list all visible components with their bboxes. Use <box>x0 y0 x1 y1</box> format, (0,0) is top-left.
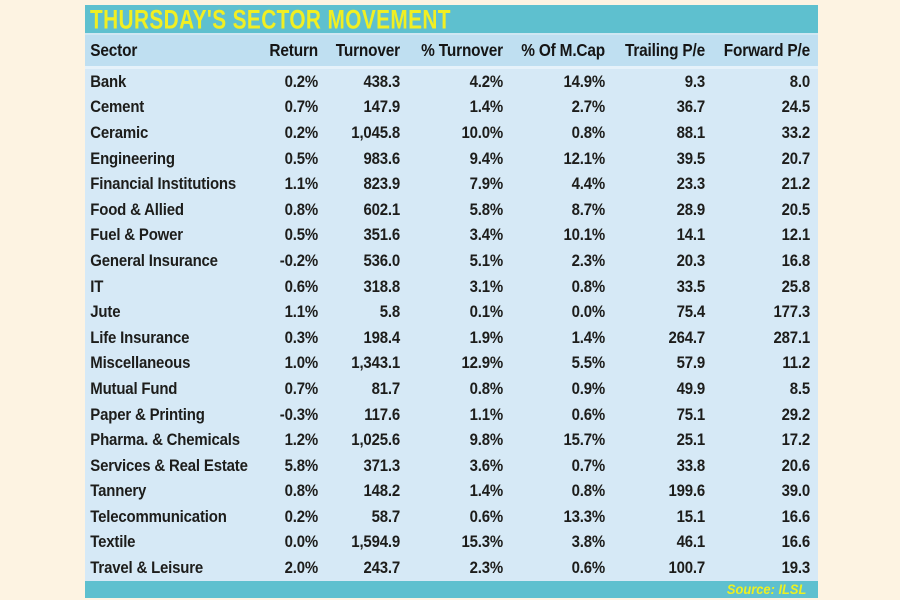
value-cell: 16.6 <box>781 532 810 552</box>
table-row <box>85 453 818 479</box>
sector-cell: Miscellaneous <box>90 353 191 373</box>
value-cell: 1.4% <box>571 327 605 347</box>
value-cell: 9.3 <box>684 71 705 91</box>
sector-cell: Mutual Fund <box>90 378 178 398</box>
value-cell: 10.1% <box>563 225 605 245</box>
value-cell: 75.1 <box>676 404 705 424</box>
sector-cell: Bank <box>90 71 127 91</box>
value-cell: 13.3% <box>563 506 605 526</box>
value-cell: 5.8 <box>379 302 400 322</box>
table-row <box>85 120 818 146</box>
table-row <box>85 427 818 453</box>
value-cell: 0.8% <box>571 276 605 296</box>
column-header-return: Return <box>269 40 318 60</box>
sector-cell: Financial Institutions <box>90 174 237 194</box>
value-cell: 15.3% <box>461 532 503 552</box>
value-cell: 3.6% <box>469 455 503 475</box>
sector-cell: Engineering <box>90 148 175 168</box>
value-cell: 243.7 <box>363 558 400 578</box>
value-cell: 39.5 <box>676 148 705 168</box>
value-cell: 1.1% <box>284 174 318 194</box>
value-cell: 8.5 <box>789 378 810 398</box>
value-cell: 0.6% <box>469 506 503 526</box>
table-row <box>85 299 818 325</box>
table-row <box>85 223 818 249</box>
sector-cell: Cement <box>90 97 145 117</box>
table-row <box>85 248 818 274</box>
value-cell: 0.6% <box>571 558 605 578</box>
table-row <box>85 555 818 581</box>
value-cell: 1,594.9 <box>351 532 400 552</box>
column-header-pct-turnover: % Turnover <box>421 40 503 60</box>
value-cell: 0.6% <box>284 276 318 296</box>
value-cell: 2.3% <box>469 558 503 578</box>
table-body <box>85 69 818 581</box>
value-cell: 58.7 <box>371 506 400 526</box>
value-cell: 33.2 <box>781 122 810 142</box>
value-cell: 1.2% <box>284 430 318 450</box>
value-cell: 3.8% <box>571 532 605 552</box>
value-cell: 351.6 <box>363 225 400 245</box>
value-cell: 1.0% <box>284 353 318 373</box>
value-cell: 0.8% <box>284 199 318 219</box>
value-cell: 39.0 <box>781 481 810 501</box>
value-cell: 100.7 <box>668 558 705 578</box>
value-cell: 25.1 <box>676 430 705 450</box>
sector-cell: Pharma. & Chemicals <box>90 430 240 450</box>
value-cell: 371.3 <box>363 455 400 475</box>
sector-cell: Services & Real Estate <box>90 455 248 475</box>
value-cell: 1.1% <box>284 302 318 322</box>
sector-cell: Travel & Leisure <box>90 558 204 578</box>
value-cell: 19.3 <box>781 558 810 578</box>
value-cell: 198.4 <box>363 327 400 347</box>
value-cell: 1.4% <box>469 97 503 117</box>
value-cell: 33.5 <box>676 276 705 296</box>
column-header-turnover: Turnover <box>335 40 400 60</box>
sector-cell: Ceramic <box>90 122 149 142</box>
sector-cell: Food & Allied <box>90 199 184 219</box>
value-cell: 81.7 <box>371 378 400 398</box>
sector-cell: Life Insurance <box>90 327 190 347</box>
sector-cell: Jute <box>90 302 121 322</box>
sector-cell: Textile <box>90 532 136 552</box>
value-cell: 0.2% <box>284 506 318 526</box>
sector-cell: IT <box>90 276 104 296</box>
column-header-pct-mcap: % Of M.Cap <box>521 40 605 60</box>
value-cell: 199.6 <box>668 481 705 501</box>
value-cell: 0.9% <box>571 378 605 398</box>
value-cell: 14.1 <box>676 225 705 245</box>
value-cell: 11.2 <box>782 353 810 373</box>
sector-cell: Telecommunication <box>90 506 227 526</box>
value-cell: 1.9% <box>469 327 503 347</box>
value-cell: 16.6 <box>781 506 810 526</box>
value-cell: 17.2 <box>781 430 810 450</box>
table-header-row <box>85 35 818 66</box>
table-row <box>85 274 818 300</box>
value-cell: 147.9 <box>363 97 400 117</box>
value-cell: 117.6 <box>364 404 400 424</box>
sector-cell: General Insurance <box>90 250 218 270</box>
value-cell: 1,025.6 <box>351 430 400 450</box>
value-cell: 5.1% <box>469 250 503 270</box>
sector-movement-panel <box>85 5 818 598</box>
value-cell: 0.7% <box>571 455 605 475</box>
value-cell: -0.2% <box>279 250 318 270</box>
value-cell: -0.3% <box>279 404 318 424</box>
page-title: THURSDAY'S SECTOR MOVEMENT <box>90 5 451 33</box>
table-row <box>85 376 818 402</box>
value-cell: 25.8 <box>781 276 810 296</box>
value-cell: 1.4% <box>469 481 503 501</box>
value-cell: 1,343.1 <box>351 353 400 373</box>
value-cell: 75.4 <box>676 302 705 322</box>
source-credit: Source: ILSL <box>726 581 806 598</box>
value-cell: 0.0% <box>571 302 605 322</box>
value-cell: 0.5% <box>284 225 318 245</box>
value-cell: 12.1% <box>563 148 605 168</box>
value-cell: 8.7% <box>571 199 605 219</box>
value-cell: 20.3 <box>676 250 705 270</box>
value-cell: 49.9 <box>676 378 705 398</box>
value-cell: 177.3 <box>773 302 810 322</box>
value-cell: 0.8% <box>284 481 318 501</box>
value-cell: 28.9 <box>676 199 705 219</box>
table-row <box>85 197 818 223</box>
table-row <box>85 351 818 377</box>
value-cell: 23.3 <box>676 174 705 194</box>
title-band <box>85 5 818 33</box>
value-cell: 20.7 <box>781 148 810 168</box>
table-row <box>85 504 818 530</box>
value-cell: 0.2% <box>284 122 318 142</box>
value-cell: 7.9% <box>469 174 503 194</box>
value-cell: 3.1% <box>469 276 503 296</box>
sector-cell: Paper & Printing <box>90 404 205 424</box>
value-cell: 12.9% <box>461 353 503 373</box>
value-cell: 536.0 <box>363 250 400 270</box>
value-cell: 602.1 <box>363 199 400 219</box>
value-cell: 57.9 <box>676 353 705 373</box>
value-cell: 14.9% <box>563 71 605 91</box>
sector-cell: Fuel & Power <box>90 225 183 245</box>
footer-band <box>85 581 818 598</box>
value-cell: 15.1 <box>676 506 705 526</box>
value-cell: 8.0 <box>789 71 810 91</box>
value-cell: 20.6 <box>781 455 810 475</box>
value-cell: 1.1% <box>469 404 503 424</box>
value-cell: 9.4% <box>469 148 503 168</box>
value-cell: 0.8% <box>571 122 605 142</box>
value-cell: 287.1 <box>773 327 810 347</box>
table-row <box>85 530 818 556</box>
value-cell: 10.0% <box>461 122 503 142</box>
value-cell: 12.1 <box>781 225 810 245</box>
column-header-sector: Sector <box>90 40 138 60</box>
value-cell: 46.1 <box>676 532 705 552</box>
sector-cell: Tannery <box>90 481 147 501</box>
value-cell: 264.7 <box>668 327 705 347</box>
table-row <box>85 69 818 95</box>
value-cell: 0.5% <box>284 148 318 168</box>
value-cell: 148.2 <box>363 481 400 501</box>
value-cell: 3.4% <box>469 225 503 245</box>
value-cell: 0.1% <box>469 302 503 322</box>
value-cell: 88.1 <box>676 122 705 142</box>
value-cell: 4.4% <box>571 174 605 194</box>
value-cell: 0.7% <box>284 378 318 398</box>
value-cell: 0.7% <box>284 97 318 117</box>
value-cell: 21.2 <box>781 174 810 194</box>
value-cell: 24.5 <box>781 97 810 117</box>
value-cell: 0.6% <box>571 404 605 424</box>
value-cell: 438.3 <box>363 71 400 91</box>
column-header-trailing-pe: Trailing P/e <box>624 40 705 60</box>
value-cell: 0.0% <box>284 532 318 552</box>
value-cell: 0.8% <box>469 378 503 398</box>
table-row <box>85 479 818 505</box>
value-cell: 0.8% <box>571 481 605 501</box>
table-row <box>85 95 818 121</box>
value-cell: 16.8 <box>781 250 810 270</box>
value-cell: 1,045.8 <box>351 122 400 142</box>
value-cell: 20.5 <box>781 199 810 219</box>
value-cell: 15.7% <box>563 430 605 450</box>
value-cell: 5.8% <box>284 455 318 475</box>
table-row <box>85 402 818 428</box>
value-cell: 318.8 <box>363 276 400 296</box>
value-cell: 33.8 <box>676 455 705 475</box>
column-header-forward-pe: Forward P/e <box>723 40 810 60</box>
value-cell: 5.8% <box>469 199 503 219</box>
table-row <box>85 171 818 197</box>
value-cell: 2.3% <box>571 250 605 270</box>
value-cell: 983.6 <box>363 148 400 168</box>
table-row <box>85 325 818 351</box>
value-cell: 2.0% <box>284 558 318 578</box>
value-cell: 2.7% <box>571 97 605 117</box>
value-cell: 4.2% <box>469 71 503 91</box>
value-cell: 0.3% <box>284 327 318 347</box>
value-cell: 823.9 <box>363 174 400 194</box>
table-row <box>85 146 818 172</box>
value-cell: 29.2 <box>781 404 810 424</box>
value-cell: 0.2% <box>284 71 318 91</box>
value-cell: 5.5% <box>571 353 605 373</box>
value-cell: 9.8% <box>469 430 503 450</box>
value-cell: 36.7 <box>676 97 705 117</box>
